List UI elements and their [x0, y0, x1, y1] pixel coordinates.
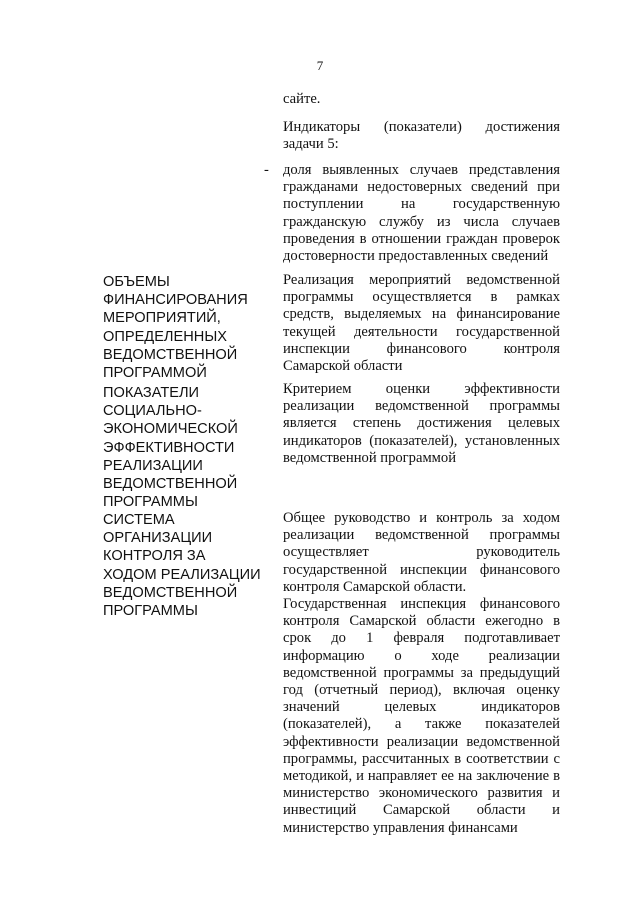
heading-line: ХОДОМ РЕАЛИЗАЦИИ	[103, 566, 261, 583]
heading-line: СОЦИАЛЬНО-	[103, 403, 202, 420]
heading-line: ОРГАНИЗАЦИИ	[103, 530, 213, 547]
heading-line: ПРОГРАММОЙ	[103, 365, 207, 382]
financing-text: Реализация мероприятий ведомственной программы осуществляется в рамках средств, выделяемых на финансирование текущей деятельности государственной инспекции финансового контроля Самарской области	[283, 272, 560, 375]
heading-line: ВЕДОМСТВЕННОЙ	[103, 584, 238, 601]
heading-line: ВЕДОМСТВЕННОЙ	[103, 476, 238, 493]
heading-line: ОПРЕДЕЛЕННЫХ	[103, 328, 227, 345]
page-number: 7	[316, 58, 324, 73]
row-heading-financing	[103, 273, 268, 382]
heading-line: ВЕДОМСТВЕННОЙ	[103, 346, 238, 363]
heading-line: РЕАЛИЗАЦИИ	[103, 457, 203, 474]
heading-line: ОБЪЕМЫ	[103, 274, 170, 290]
control-paragraph-1: Общее руководство и контроль за ходом реализации ведомственной программы осуществляет руководитель государственной инспекции финансового контроля Самарской области.	[283, 510, 560, 595]
heading-line: МЕРОПРИЯТИЙ,	[103, 310, 221, 327]
heading-line: ЭФФЕКТИВНОСТИ	[103, 439, 235, 456]
control-text	[283, 510, 560, 837]
continuation-text: сайте.	[283, 91, 321, 107]
row-heading-control	[103, 511, 268, 620]
indicators-heading: Индикаторы (показатели) достижения задачи 5:	[283, 119, 560, 153]
bullet-marker: -	[264, 162, 269, 178]
heading-line: ЭКОНОМИЧЕСКОЙ	[103, 421, 238, 438]
efficiency-text: Критерием оценки эффективности реализации ведомственной программы является степень достижения целевых индикаторов (показателей), установленных ведомственной программой	[283, 381, 560, 466]
heading-line: ПОКАЗАТЕЛИ	[103, 385, 200, 401]
heading-line: ПРОГРАММЫ	[103, 603, 198, 620]
row-heading-efficiency	[103, 384, 268, 511]
heading-line: СИСТЕМА	[103, 512, 175, 528]
indicator-bullet-text: доля выявленных случаев представления гражданами недостоверных сведений при поступлении на государственную гражданскую службу из числа случаев проведения в отношении граждан проверок достоверности предоставленных сведений	[283, 162, 560, 265]
heading-line: ФИНАНСИРОВАНИЯ	[103, 292, 248, 309]
control-paragraph-2: Государственная инспекция финансового контроля Самарской области ежегодно в срок до 1 февраля подготавливает информацию о ходе реализации ведомственной программы за предыдущий год (отчетный период), включая оценку значений целевых индикаторов (показателей), а также показателей эффективности реализации ведомственной программы, рассчитанных в соответствии с методикой, и направляет ее на заключение в министерство экономического развития и инвестиций Самарской области и министерство управления финансами	[283, 596, 560, 836]
heading-line: ПРОГРАММЫ	[103, 494, 198, 511]
heading-line: КОНТРОЛЯ ЗА	[103, 548, 206, 565]
